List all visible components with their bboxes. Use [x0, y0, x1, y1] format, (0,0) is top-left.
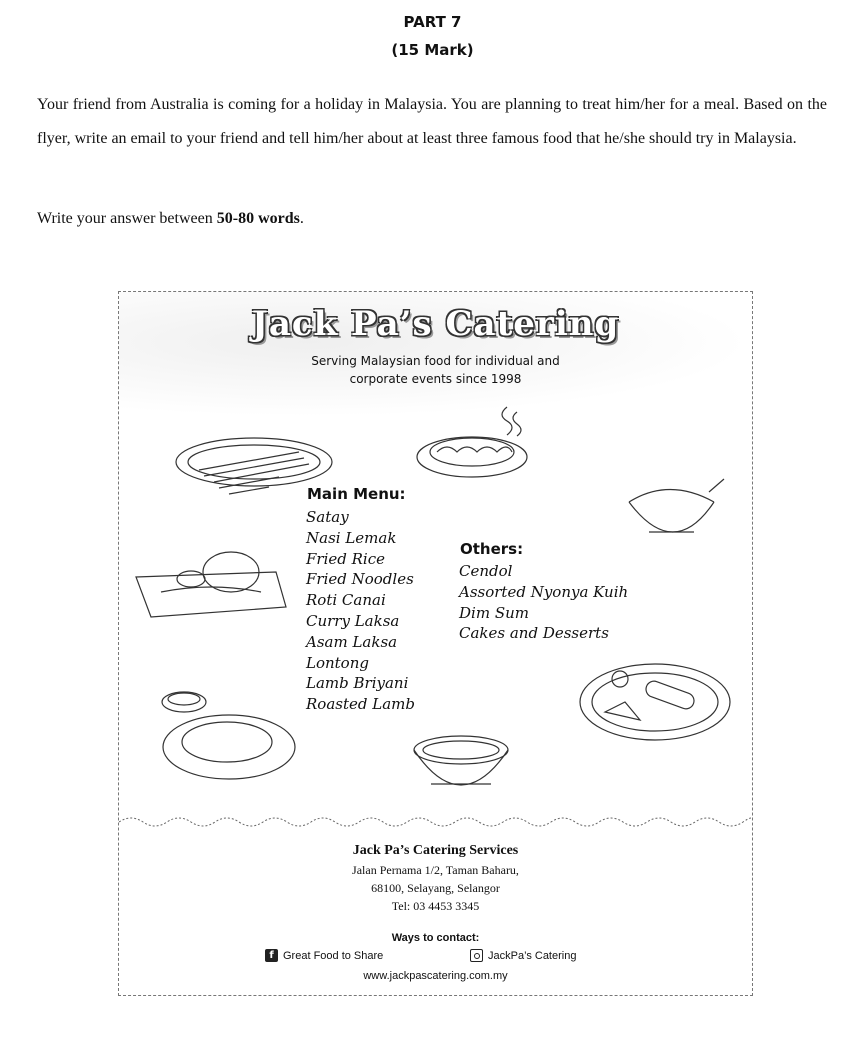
others-item: Assorted Nyonya Kuih — [459, 582, 629, 601]
address-line-1: Jalan Pernama 1/2, Taman Baharu, — [352, 863, 519, 877]
menu-item: Nasi Lemak — [306, 528, 397, 547]
rice-bowl-illustration — [624, 477, 734, 547]
website-url: www.jackpascatering.com.my — [363, 970, 508, 982]
laksa-bowl-illustration — [411, 732, 511, 807]
instruction-paragraph: Your friend from Australia is coming for a holiday in Malaysia. You are planning to treat him/her for a meal. Based on the flyer, write an email to your friend and tell him/her about at least three famous food that he/she should try in Malaysia. — [37, 96, 827, 147]
word-limit-instruction: Write your answer between 50-80 words. — [37, 210, 304, 227]
menu-item: Roti Canai — [306, 591, 386, 610]
telephone: Tel: 03 4453 3345 — [391, 899, 480, 913]
instagram-contact: JackPa’s Catering — [470, 949, 576, 962]
instagram-icon — [470, 949, 483, 962]
dim-sum-illustration — [575, 657, 735, 747]
nasi-lemak-illustration — [131, 547, 291, 622]
menu-item: Fried Noodles — [306, 570, 414, 589]
menu-item: Lontong — [306, 653, 369, 672]
part-title: PART 7 — [403, 13, 462, 31]
business-name: Jack Pa’s Catering Services — [352, 843, 519, 858]
main-menu-heading: Main Menu: — [307, 485, 406, 503]
menu-item: Asam Laksa — [306, 632, 398, 651]
fried-noodles-illustration — [417, 402, 547, 482]
address-line-2: 68100, Selayang, Selangor — [371, 881, 500, 895]
others-item: Cakes and Desserts — [459, 624, 609, 643]
flyer-title: Jack Pa’s Catering — [251, 304, 620, 344]
main-menu-list — [306, 507, 415, 715]
others-heading: Others: — [460, 540, 524, 558]
others-item: Cendol — [459, 562, 513, 580]
ways-to-contact-heading: Ways to contact: — [391, 932, 480, 944]
facebook-icon: f — [265, 949, 278, 962]
facebook-contact: f Great Food to Share — [265, 949, 383, 962]
catering-flyer — [118, 291, 753, 996]
marks-label: (15 Mark) — [391, 41, 474, 59]
roti-canai-illustration — [149, 682, 309, 782]
others-item: Dim Sum — [459, 603, 529, 622]
others-list — [459, 561, 628, 644]
menu-item: Roasted Lamb — [306, 695, 415, 714]
flyer-tagline: Serving Malaysian food for individual and corporate events since 1998 — [311, 354, 560, 386]
menu-item: Curry Laksa — [306, 611, 400, 630]
menu-item: Fried Rice — [306, 549, 385, 568]
wavy-divider — [119, 812, 752, 832]
menu-item: Satay — [306, 508, 349, 526]
menu-item: Lamb Briyani — [306, 674, 409, 693]
